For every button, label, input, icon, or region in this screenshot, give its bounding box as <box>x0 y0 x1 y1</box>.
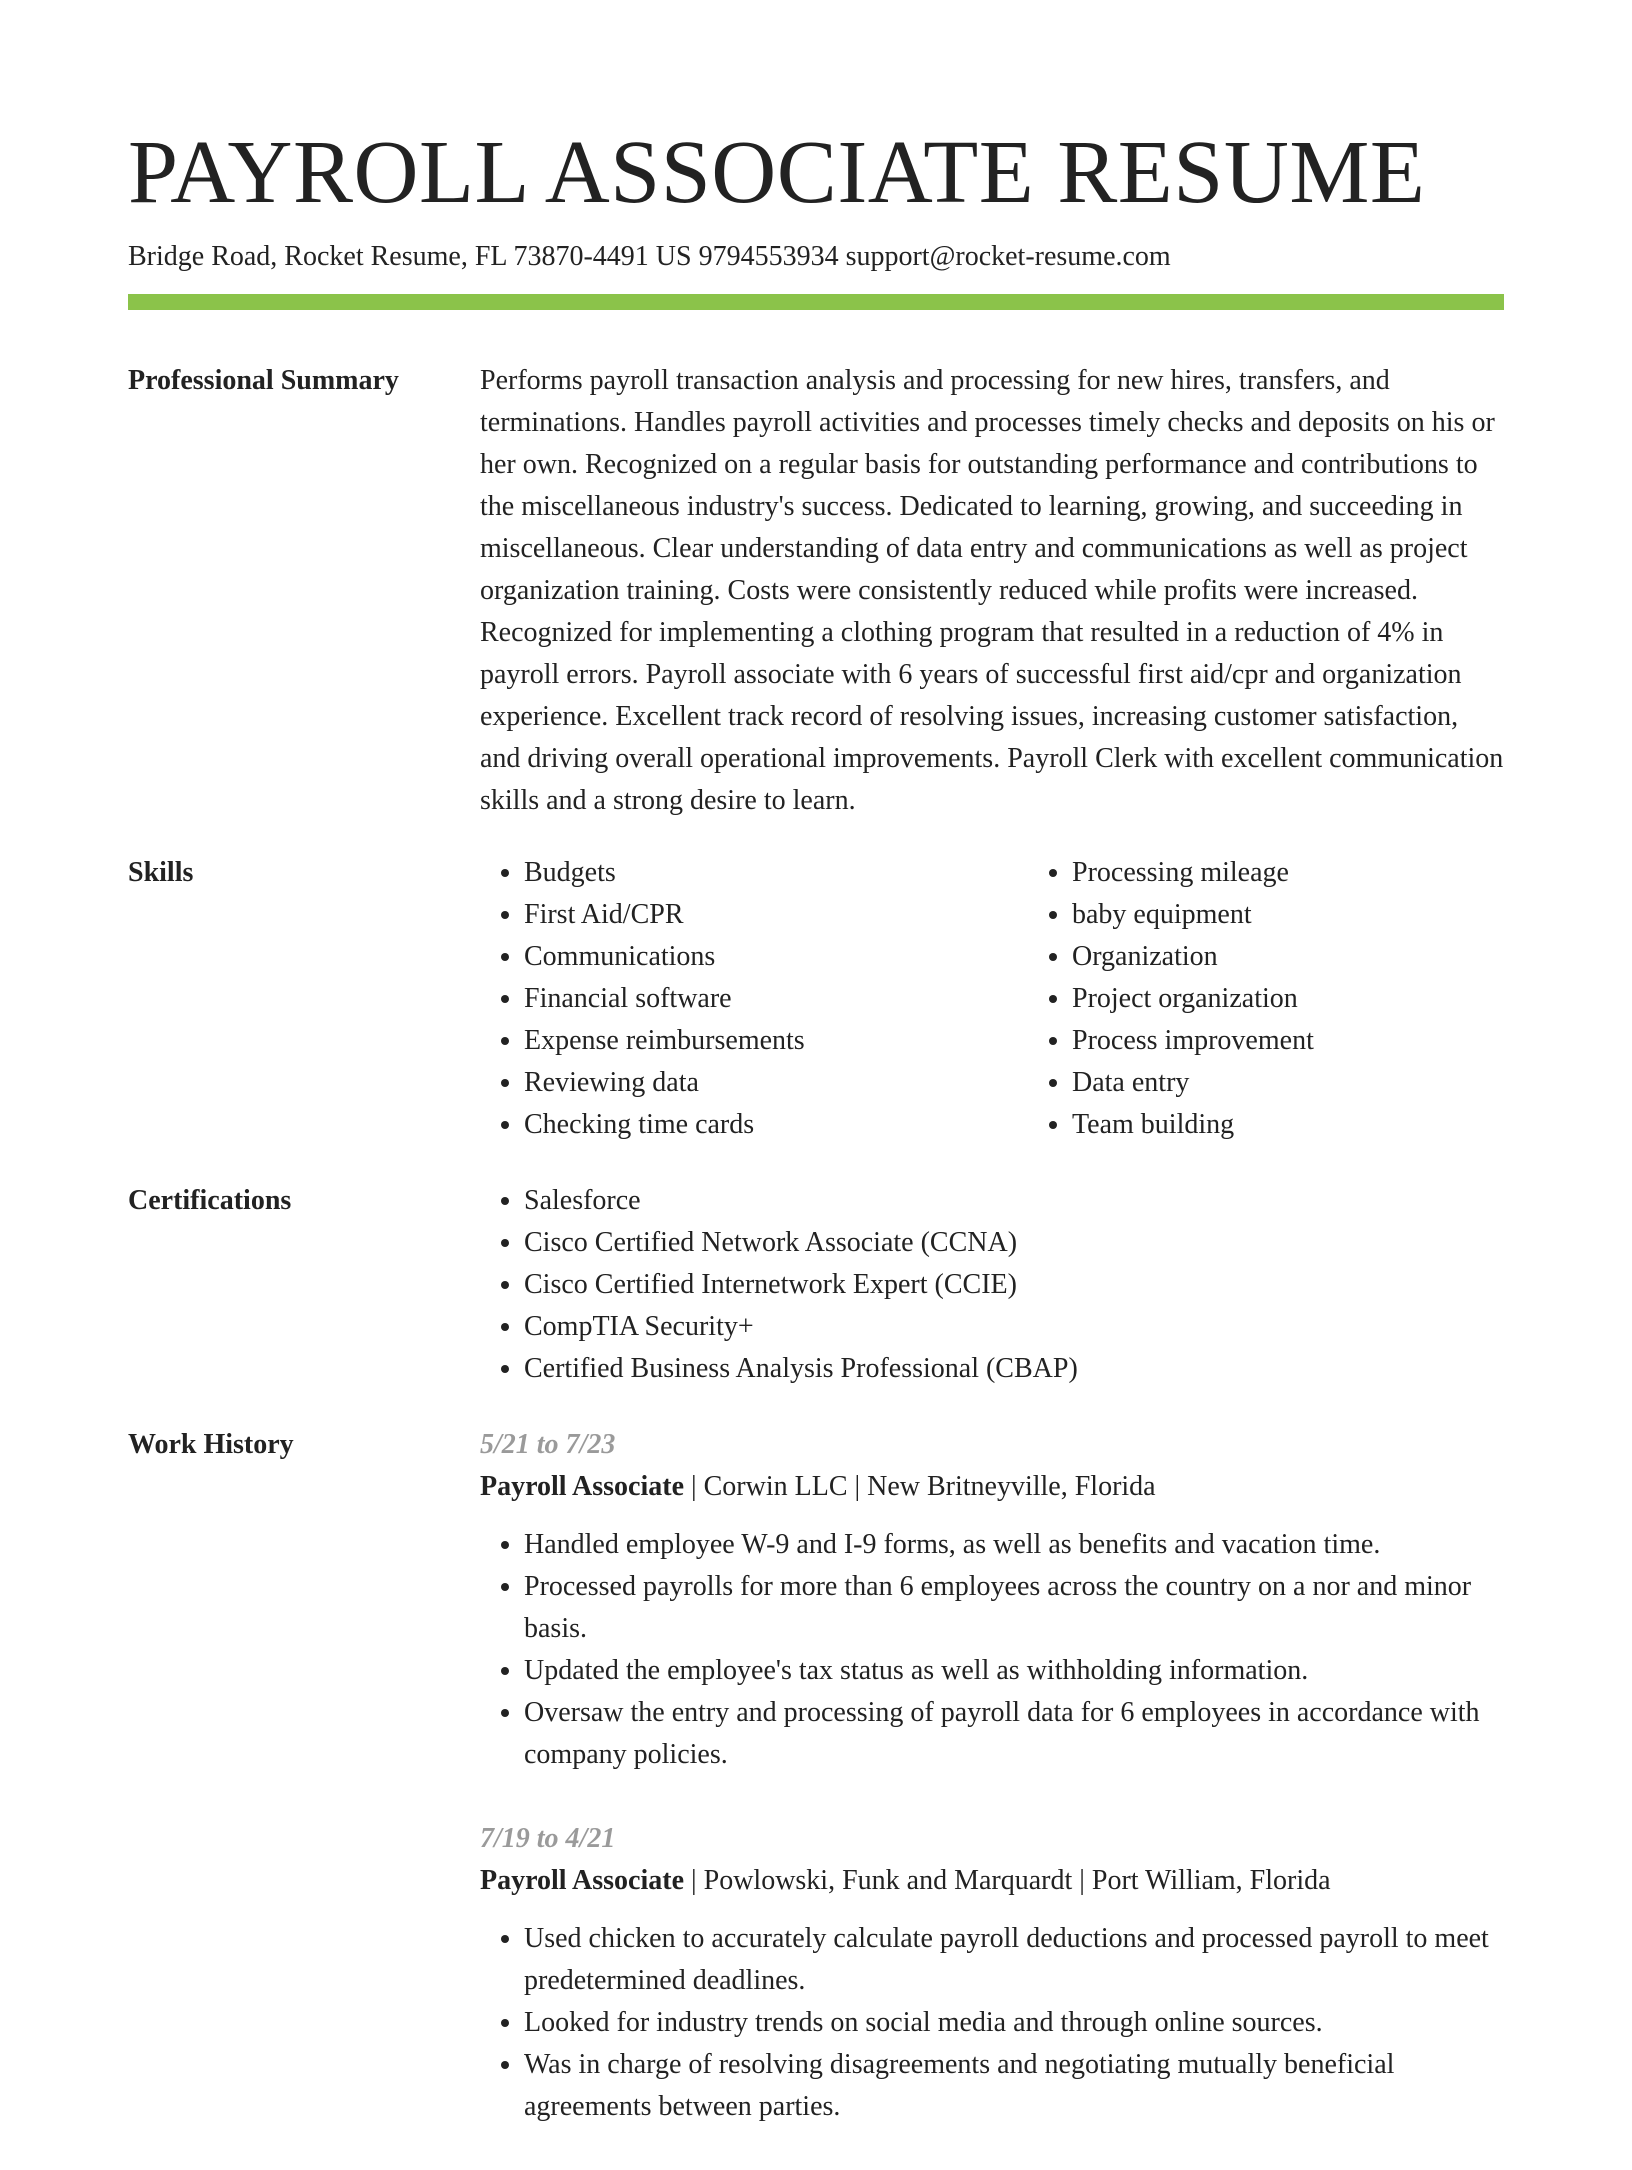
section-label-skills: Skills <box>128 857 194 888</box>
job-dates: 5/21 to 7/23 <box>480 1429 616 1460</box>
work-history-section <box>128 1424 1504 2170</box>
contact-line: Bridge Road, Rocket Resume, FL 73870-4491 US 9794553934 support@rocket-resume.com <box>128 241 1171 272</box>
resume-title: PAYROLL ASSOCIATE RESUME <box>128 123 1426 222</box>
job-bullet: • Handled employee W-9 and I-9 forms, as well as benefits and vacation time. <box>524 1524 1504 1566</box>
skill-item: • Expense reimbursements <box>524 1020 1028 1062</box>
certifications-section <box>128 1180 1504 1390</box>
skill-item: • Budgets <box>524 852 1028 894</box>
job-title: Payroll Associate <box>480 1471 685 1502</box>
section-label-work-history: Work History <box>128 1429 294 1460</box>
resume-page <box>128 0 1504 2170</box>
certification-item: • Cisco Certified Internetwork Expert (CCIE) <box>524 1264 1504 1306</box>
job-bullet: • Used chicken to accurately calculate payroll deductions and processed payroll to meet predetermined deadlines. <box>524 1918 1504 2002</box>
section-label-professional-summary: Professional Summary <box>128 365 399 396</box>
skill-item: • baby equipment <box>1072 894 1314 936</box>
skill-item: • Process improvement <box>1072 1020 1314 1062</box>
job-bullet: • Oversaw the entry and processing of payroll data for 6 employees in accordance with company policies. <box>524 1692 1504 1776</box>
skills-list-right <box>1028 852 1314 1146</box>
job-bullet: • Looked for industry trends on social media and through online sources. <box>524 2002 1504 2044</box>
certification-item: • Cisco Certified Network Associate (CCNA) <box>524 1222 1504 1264</box>
job-dates: 7/19 to 4/21 <box>480 1823 616 1854</box>
skills-list-left <box>480 852 1028 1146</box>
skill-item: • Processing mileage <box>1072 852 1314 894</box>
job-heading <box>480 1466 1504 1508</box>
job-heading <box>480 1860 1504 1902</box>
skill-item: • Reviewing data <box>524 1062 1028 1104</box>
skill-item: • Data entry <box>1072 1062 1314 1104</box>
job-bullet: • Was in charge of resolving disagreements and negotiating mutually beneficial agreements between parties. <box>524 2044 1504 2128</box>
job-bullet: • Processed payrolls for more than 6 employees across the country on a nor and minor basis. <box>524 1566 1504 1650</box>
skills-section <box>128 852 1504 1146</box>
summary-text: Performs payroll transaction analysis and processing for new hires, transfers, and terminations. Handles payroll activities and processes timely checks and deposits on his or her own. Recognized on a regular basis for outstanding performance and contributions to the miscellaneous industry's success. Dedicated to learning, growing, and succeeding in miscellaneous. Clear understanding of data entry and communications as well as project organization training. Costs were consistently reduced while profits were increased. Recognized for implementing a clothing program that resulted in a reduction of 4% in payroll errors. Payroll associate with 6 years of successful first aid/cpr and organization experience. Excellent track record of resolving issues, increasing customer satisfaction, and driving overall operational improvements. Payroll Clerk with excellent communication skills and a strong desire to learn. <box>480 365 1504 816</box>
skill-item: • Checking time cards <box>524 1104 1028 1146</box>
certifications-list <box>480 1180 1504 1390</box>
accent-rule <box>128 294 1504 310</box>
job-entry <box>480 1424 1504 1776</box>
section-label-certifications: Certifications <box>128 1185 292 1216</box>
certification-item: • CompTIA Security+ <box>524 1306 1504 1348</box>
job-bullet: • Updated the employee's tax status as well as withholding information. <box>524 1650 1504 1692</box>
job-title: Payroll Associate <box>480 1865 685 1896</box>
job-bullets <box>480 1524 1504 1776</box>
skill-item: • Communications <box>524 936 1028 978</box>
skill-item: • First Aid/CPR <box>524 894 1028 936</box>
certification-item: • Salesforce <box>524 1180 1504 1222</box>
job-details: | Powlowski, Funk and Marquardt | Port William, Florida <box>684 1865 1331 1896</box>
skill-item: • Project organization <box>1072 978 1314 1020</box>
certification-item: • Certified Business Analysis Professional (CBAP) <box>524 1348 1504 1390</box>
skill-item: • Organization <box>1072 936 1314 978</box>
job-bullets <box>480 1918 1504 2128</box>
skill-item: • Financial software <box>524 978 1028 1020</box>
job-details: | Corwin LLC | New Britneyville, Florida <box>684 1471 1156 1502</box>
job-entry <box>480 1818 1504 2128</box>
skill-item: • Team building <box>1072 1104 1314 1146</box>
professional-summary-section <box>128 360 1504 822</box>
